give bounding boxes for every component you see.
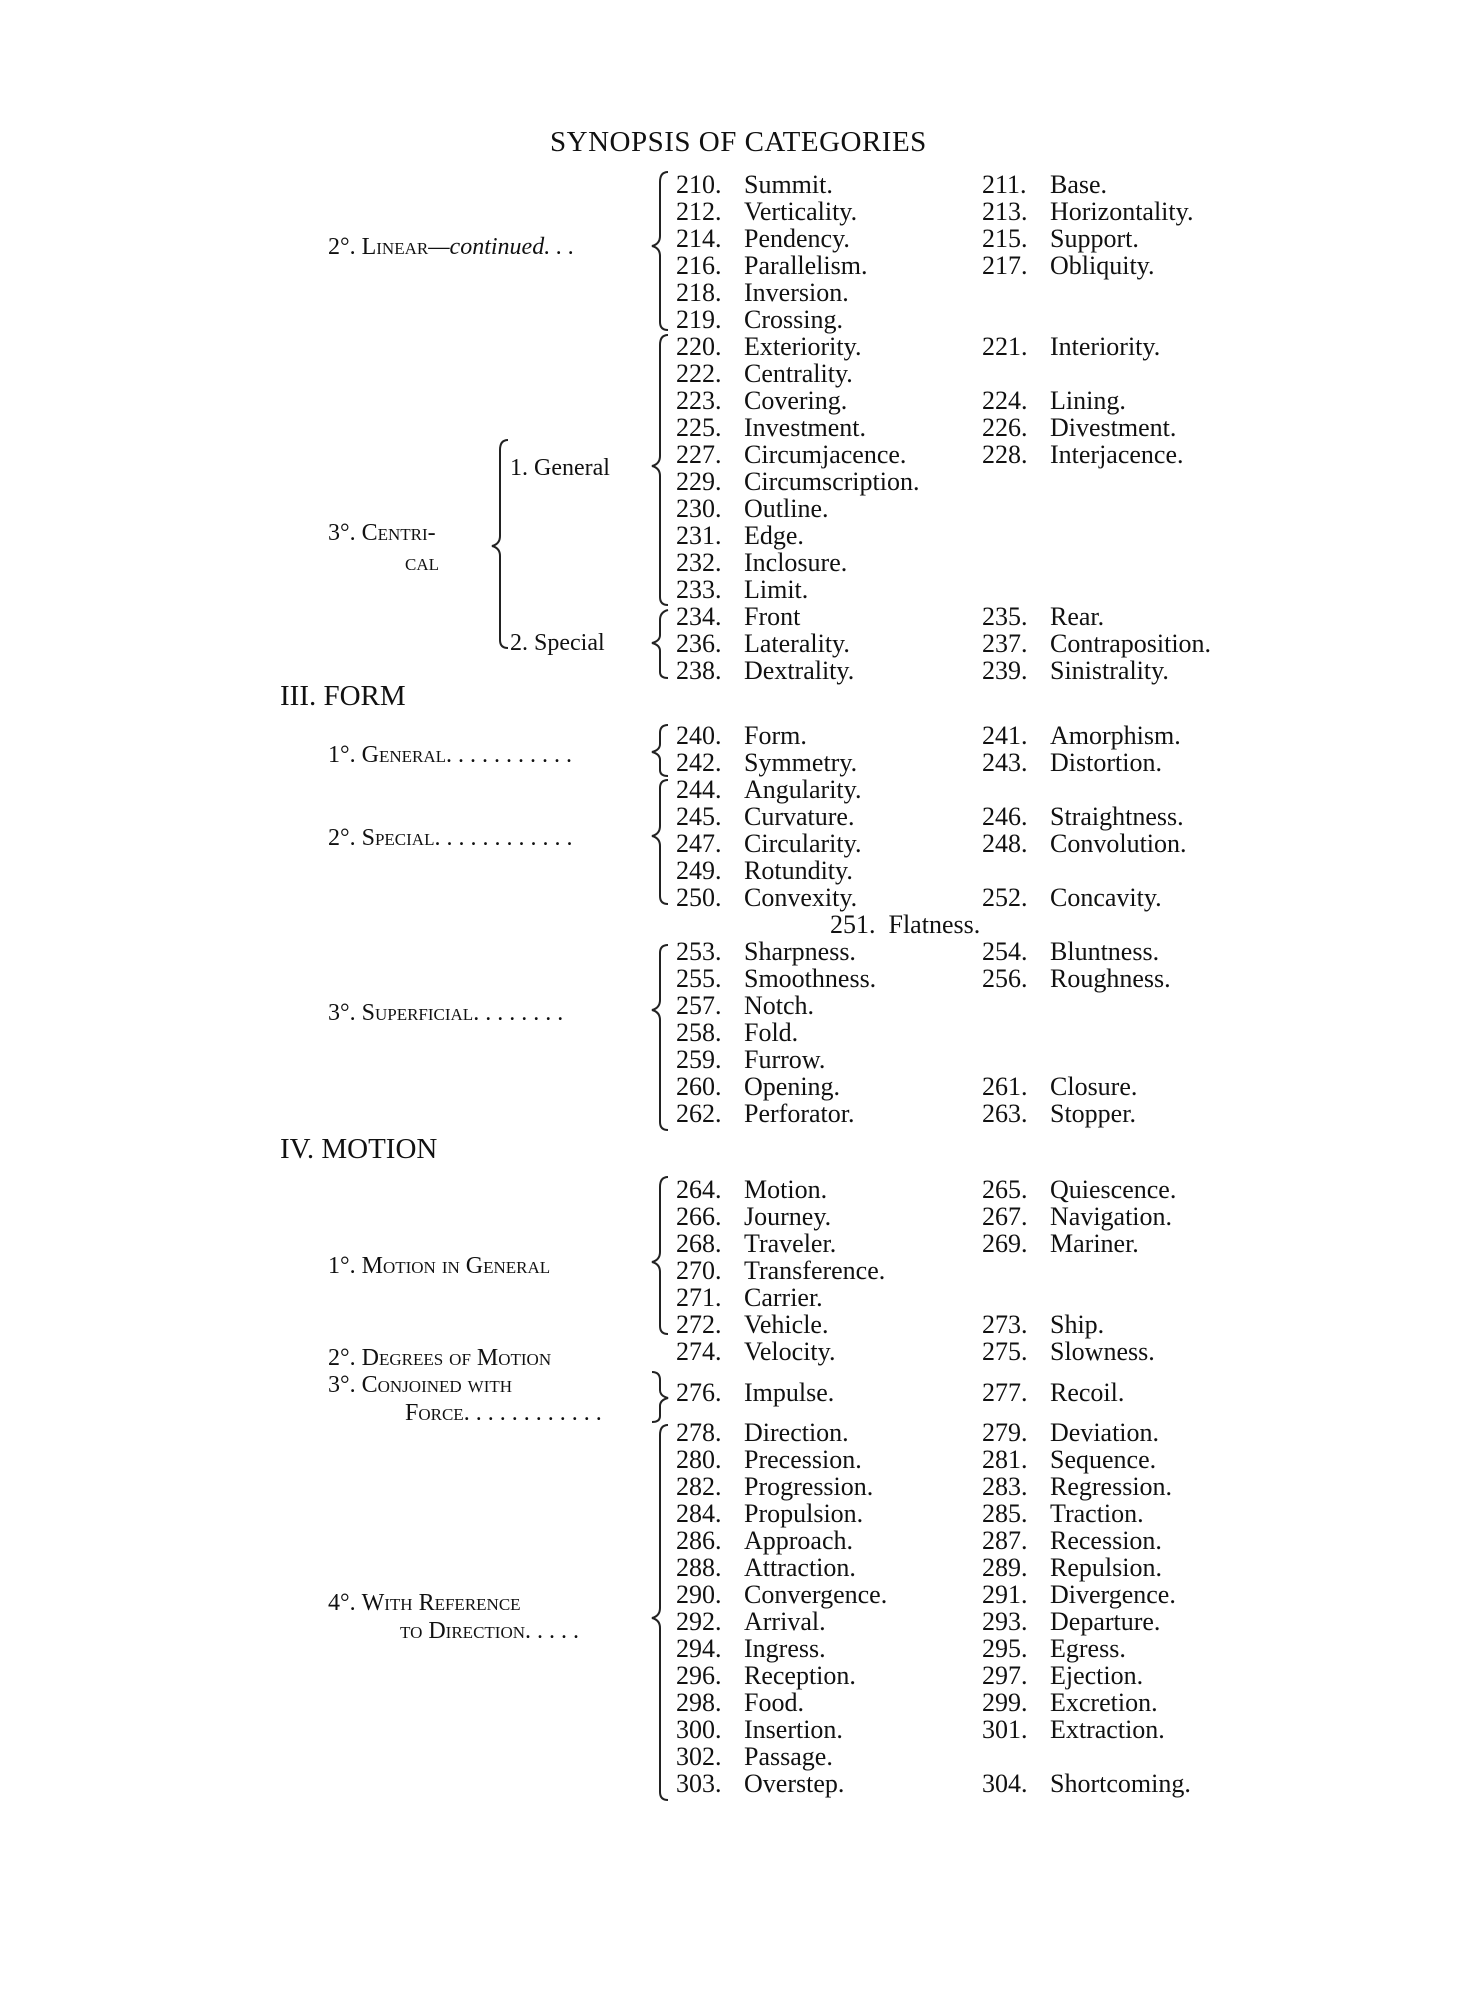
entry-term: Extraction. (1050, 1715, 1165, 1744)
brace-motion-force (652, 1372, 668, 1422)
entry-number: 210. (676, 170, 722, 199)
entry-number: 259. (676, 1045, 722, 1074)
entry-number: 233. (676, 575, 722, 604)
entry-term: Stopper. (1050, 1099, 1136, 1128)
entry-number: 280. (676, 1445, 722, 1474)
entry-number: 230. (676, 494, 722, 523)
entry-term: Motion. (744, 1175, 828, 1204)
entry-term: Obliquity. (1050, 251, 1155, 280)
entry-number: 299. (982, 1688, 1028, 1717)
entry-number: 223. (676, 386, 722, 415)
entry-number: 287. (982, 1526, 1028, 1555)
entry-number: 282. (676, 1472, 722, 1501)
brace-centrical-outer (492, 440, 508, 648)
form-superficial-label: 3°. Superficial. . . . . . . . (328, 1000, 564, 1026)
entry-number: 263. (982, 1099, 1028, 1128)
entry-term: Centrality. (744, 359, 853, 388)
entry-number: 211. (982, 170, 1027, 199)
page-title: SYNOPSIS OF CATEGORIES (550, 126, 927, 158)
entry-term: Carrier. (744, 1283, 823, 1312)
entry-number: 304. (982, 1769, 1028, 1798)
entry-term: Perforator. (744, 1099, 855, 1128)
entry-term: Food. (744, 1688, 804, 1717)
centrical-general-label: 1. General (510, 455, 610, 481)
entry-number: 221. (982, 332, 1028, 361)
entry-number: 273. (982, 1310, 1028, 1339)
entry-number: 224. (982, 386, 1028, 415)
entry-number: 276. (676, 1378, 722, 1407)
entry-number: 246. (982, 802, 1028, 831)
entry-term: Interiority. (1050, 332, 1161, 361)
entry-number: 215. (982, 224, 1028, 253)
brace-form-superficial (652, 945, 668, 1130)
entry-term: Divergence. (1050, 1580, 1176, 1609)
entry-term: Laterality. (744, 629, 850, 658)
entry-number: 285. (982, 1499, 1028, 1528)
entry-number: 260. (676, 1072, 722, 1101)
entry-term: Progression. (744, 1472, 874, 1501)
entry-number: 265. (982, 1175, 1028, 1204)
entry-term: Regression. (1050, 1472, 1173, 1501)
entry-term: Transference. (744, 1256, 886, 1285)
entry-number: 236. (676, 629, 722, 658)
entry-number: 253. (676, 937, 722, 966)
entry-number: 220. (676, 332, 722, 361)
brace-centrical-special (652, 610, 668, 678)
entry-number: 234. (676, 602, 722, 631)
entry-number: 290. (676, 1580, 722, 1609)
entry-term: Dextrality. (744, 656, 855, 685)
entry-term: Slowness. (1050, 1337, 1155, 1366)
entry-term: Summit. (744, 170, 833, 199)
entry-number: 212. (676, 197, 722, 226)
entry-number: 238. (676, 656, 722, 685)
entry-number: 301. (982, 1715, 1028, 1744)
entry-number: 235. (982, 602, 1028, 631)
entry-number: 279. (982, 1418, 1028, 1447)
entry-number: 272. (676, 1310, 722, 1339)
entry-term: Smoothness. (744, 964, 877, 993)
entry-number: 250. (676, 883, 722, 912)
entry-term: Verticality. (744, 197, 858, 226)
entry-term: Sinistrality. (1050, 656, 1169, 685)
entry-number: 239. (982, 656, 1028, 685)
entry-number: 256. (982, 964, 1028, 993)
entry-number: 271. (676, 1283, 722, 1312)
entry-term: Attraction. (744, 1553, 856, 1582)
entry-number: 261. (982, 1072, 1028, 1101)
entry-term: Mariner. (1050, 1229, 1139, 1258)
brace-form-general (652, 725, 668, 776)
entry-term: Repulsion. (1050, 1553, 1162, 1582)
entry-term: Sequence. (1050, 1445, 1157, 1474)
entry-term: Symmetry. (744, 748, 858, 777)
entry-term: Contraposition. (1050, 629, 1212, 658)
entry-term: Limit. (744, 575, 809, 604)
entry-term: Ejection. (1050, 1661, 1144, 1690)
entry-term: Impulse. (744, 1378, 835, 1407)
entry-term: Circumscription. (744, 467, 920, 496)
entry-term: Velocity. (744, 1337, 836, 1366)
entry-term: Closure. (1050, 1072, 1138, 1101)
entry-number: 294. (676, 1634, 722, 1663)
entry-term: Overstep. (744, 1769, 845, 1798)
entry-term: Direction. (744, 1418, 849, 1447)
entry-number: 222. (676, 359, 722, 388)
entry-term: Rotundity. (744, 856, 853, 885)
entry-term: Bluntness. (1050, 937, 1160, 966)
entry-number: 257. (676, 991, 722, 1020)
entry-number: 242. (676, 748, 722, 777)
entry-number: 254. (982, 937, 1028, 966)
entry-term: Fold. (744, 1018, 799, 1047)
entry-term: Edge. (744, 521, 804, 550)
entry-term: Convergence. (744, 1580, 888, 1609)
entry-number: 248. (982, 829, 1028, 858)
entry-number: 295. (982, 1634, 1028, 1663)
entry-term: Investment. (744, 413, 867, 442)
entry-term: Lining. (1050, 386, 1126, 415)
entry-number: 283. (982, 1472, 1028, 1501)
centrical-label-cont: cal (405, 550, 439, 576)
motion-general-label: 1°. Motion in General (328, 1253, 551, 1279)
entry-term: Form. (744, 721, 807, 750)
entry-term: Furrow. (744, 1045, 826, 1074)
entry-number: 298. (676, 1688, 722, 1717)
entry-term: Excretion. (1050, 1688, 1158, 1717)
entry-number: 218. (676, 278, 722, 307)
entry-number: 241. (982, 721, 1028, 750)
entry-number: 303. (676, 1769, 722, 1798)
entry-number: 267. (982, 1202, 1028, 1231)
entry-term: Inversion. (744, 278, 849, 307)
entry-term: Sharpness. (744, 937, 856, 966)
brace-centrical-general (652, 335, 668, 605)
brace-form-special (652, 780, 668, 904)
entry-term: Convolution. (1050, 829, 1187, 858)
entry-term: Divestment. (1050, 413, 1177, 442)
entry-term: Outline. (744, 494, 829, 523)
entry-term: Reception. (744, 1661, 856, 1690)
entry-term: Exteriority. (744, 332, 862, 361)
entry-term: Circularity. (744, 829, 862, 858)
entry-term: Navigation. (1050, 1202, 1173, 1231)
entry-number: 214. (676, 224, 722, 253)
entry-term: Notch. (744, 991, 815, 1020)
entry-number: 244. (676, 775, 722, 804)
entry-number: 284. (676, 1499, 722, 1528)
entry-number: 278. (676, 1418, 722, 1447)
brace-motion-general (652, 1177, 668, 1334)
entry-term: Straightness. (1050, 802, 1184, 831)
entry-term: Parallelism. (744, 251, 868, 280)
entry-number: 247. (676, 829, 722, 858)
entry-term: Base. (1050, 170, 1108, 199)
entry-term: Arrival. (744, 1607, 826, 1636)
entry-term: Vehicle. (744, 1310, 829, 1339)
motion-degrees-label: 2°. Degrees of Motion (328, 1345, 552, 1371)
entry-number: 262. (676, 1099, 722, 1128)
brace-motion-direction (652, 1425, 668, 1800)
linear-label: 2°. Linear—continued. . . (328, 234, 575, 260)
entry-number: 292. (676, 1607, 722, 1636)
entry-term: Pendency. (744, 224, 850, 253)
entry-term: Covering. (744, 386, 848, 415)
entry-number: 296. (676, 1661, 722, 1690)
entry-number: 270. (676, 1256, 722, 1285)
entry-number: 268. (676, 1229, 722, 1258)
entry-number: 266. (676, 1202, 722, 1231)
entry-term: Ingress. (744, 1634, 826, 1663)
entry-term: Egress. (1050, 1634, 1126, 1663)
motion-direction-label-cont: to Direction. . . . . (400, 1618, 580, 1644)
entry-number: 289. (982, 1553, 1028, 1582)
entry-flatness: 251. Flatness. (830, 910, 981, 939)
entry-number: 231. (676, 521, 722, 550)
entry-number: 228. (982, 440, 1028, 469)
entry-term: Quiescence. (1050, 1175, 1177, 1204)
entry-term: Ship. (1050, 1310, 1105, 1339)
entry-number: 252. (982, 883, 1028, 912)
entry-number: 213. (982, 197, 1028, 226)
motion-force-label-cont: Force. . . . . . . . . . . . (405, 1400, 602, 1426)
entry-number: 291. (982, 1580, 1028, 1609)
entry-number: 297. (982, 1661, 1028, 1690)
entry-number: 286. (676, 1526, 722, 1555)
entry-term: Recession. (1050, 1526, 1162, 1555)
entry-term: Convexity. (744, 883, 858, 912)
entry-term: Departure. (1050, 1607, 1161, 1636)
entry-number: 255. (676, 964, 722, 993)
motion-force-label: 3°. Conjoined with (328, 1372, 513, 1398)
entry-term: Passage. (744, 1742, 833, 1771)
entry-number: 237. (982, 629, 1028, 658)
entry-number: 232. (676, 548, 722, 577)
entry-term: Shortcoming. (1050, 1769, 1191, 1798)
entry-number: 245. (676, 802, 722, 831)
entry-term: Horizontality. (1050, 197, 1194, 226)
entry-term: Journey. (744, 1202, 832, 1231)
entry-term: Support. (1050, 224, 1139, 253)
entry-term: Rear. (1050, 602, 1105, 631)
entry-term: Concavity. (1050, 883, 1162, 912)
entry-term: Amorphism. (1050, 721, 1181, 750)
motion-direction-label: 4°. With Reference (328, 1590, 521, 1616)
entry-number: 275. (982, 1337, 1028, 1366)
entry-number: 227. (676, 440, 722, 469)
entry-term: Precession. (744, 1445, 862, 1474)
section-form-heading: III. FORM (280, 680, 406, 712)
centrical-special-label: 2. Special (510, 630, 605, 656)
entry-number: 219. (676, 305, 722, 334)
brace-linear (652, 172, 668, 330)
entry-term: Circumjacence. (744, 440, 907, 469)
entry-number: 229. (676, 467, 722, 496)
entry-term: Crossing. (744, 305, 843, 334)
entry-number: 281. (982, 1445, 1028, 1474)
entry-term: Inclosure. (744, 548, 848, 577)
entry-term: Front (744, 602, 801, 631)
entry-term: Roughness. (1050, 964, 1171, 993)
entry-number: 258. (676, 1018, 722, 1047)
entry-term: Angularity. (744, 775, 862, 804)
entry-number: 288. (676, 1553, 722, 1582)
entry-number: 216. (676, 251, 722, 280)
form-general-label: 1°. General. . . . . . . . . . . (328, 742, 572, 768)
entry-number: 300. (676, 1715, 722, 1744)
entry-term: Deviation. (1050, 1418, 1160, 1447)
entry-term: Traction. (1050, 1499, 1144, 1528)
entry-number: 274. (676, 1337, 722, 1366)
entry-term: Distortion. (1050, 748, 1162, 777)
entry-term: Interjacence. (1050, 440, 1184, 469)
centrical-label: 3°. Centri- (328, 520, 436, 546)
entry-number: 217. (982, 251, 1028, 280)
entry-number: 293. (982, 1607, 1028, 1636)
entry-number: 249. (676, 856, 722, 885)
entry-number: 225. (676, 413, 722, 442)
entry-term: Curvature. (744, 802, 855, 831)
entry-term: Opening. (744, 1072, 841, 1101)
form-special-label: 2°. Special. . . . . . . . . . . . (328, 825, 573, 851)
entry-number: 226. (982, 413, 1028, 442)
entry-number: 243. (982, 748, 1028, 777)
entry-term: Traveler. (744, 1229, 837, 1258)
entry-term: Propulsion. (744, 1499, 864, 1528)
entry-number: 302. (676, 1742, 722, 1771)
entry-number: 277. (982, 1378, 1028, 1407)
entry-term: Approach. (744, 1526, 854, 1555)
entry-term: Recoil. (1050, 1378, 1125, 1407)
entry-term: Insertion. (744, 1715, 843, 1744)
entry-number: 240. (676, 721, 722, 750)
entry-number: 264. (676, 1175, 722, 1204)
entry-number: 269. (982, 1229, 1028, 1258)
section-motion-heading: IV. MOTION (280, 1133, 438, 1165)
